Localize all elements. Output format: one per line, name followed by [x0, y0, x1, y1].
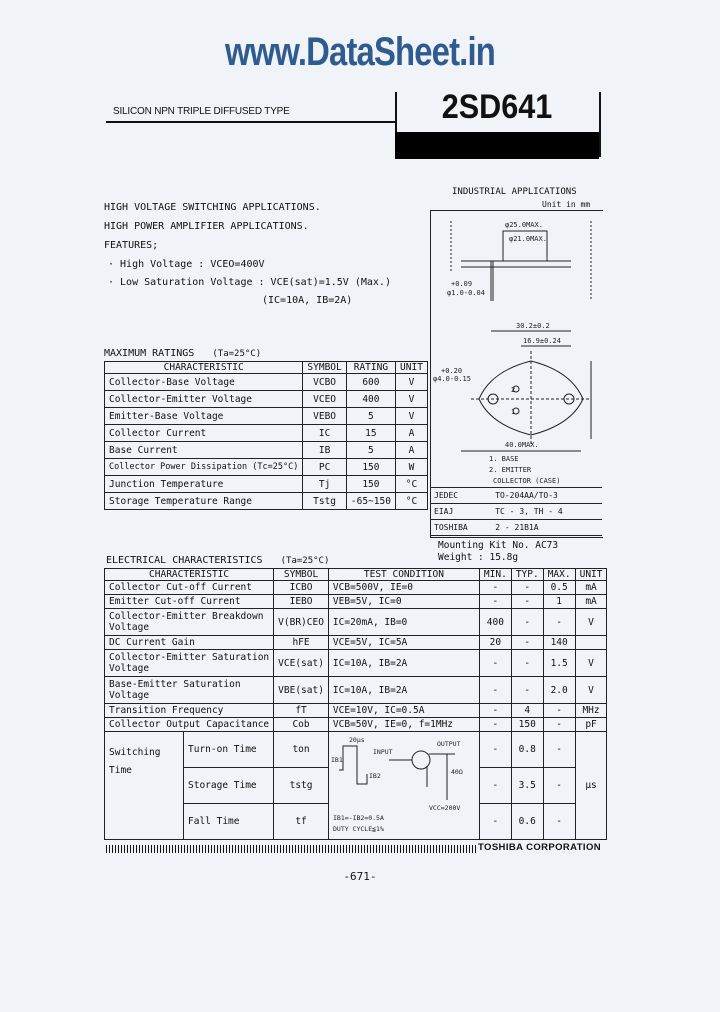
svg-text:COLLECTOR (CASE): COLLECTOR (CASE) — [493, 477, 561, 485]
header-rule — [106, 121, 396, 123]
svg-text:OUTPUT: OUTPUT — [436, 740, 461, 748]
svg-text:2. EMITTER: 2. EMITTER — [489, 466, 532, 474]
table-row: Transition Frequency fT VCE=10V, IC=0.5A - 4 - MHz — [105, 704, 607, 718]
table-row: DC Current Gain hFE VCE=5V, IC=5A 20 - 140 — [105, 636, 607, 650]
package-standards-table — [430, 487, 602, 536]
svg-text:+0.20: +0.20 — [441, 367, 463, 375]
svg-text:20μs: 20μs — [348, 736, 365, 744]
svg-text:2: 2 — [511, 386, 516, 394]
page-number: -671- — [343, 870, 377, 883]
elec-chars-title: ELECTRICAL CHARACTERISTICS (Ta=25°C) — [106, 555, 330, 566]
mounting-kit: Mounting Kit No. AC73 — [438, 540, 559, 551]
svg-text:1. BASE: 1. BASE — [489, 455, 519, 463]
table-row: Collector-Emitter Voltage VCEO 400 V — [105, 391, 428, 408]
svg-text:INPUT: INPUT — [372, 748, 393, 756]
svg-text:16.9±0.24: 16.9±0.24 — [523, 337, 561, 345]
footer-barcode-rule — [106, 845, 476, 853]
application-1: HIGH VOLTAGE SWITCHING APPLICATIONS. — [104, 202, 321, 213]
svg-text:DUTY CYCLE≦1%: DUTY CYCLE≦1% — [332, 825, 384, 833]
table-row: Base Current IB 5 A — [105, 442, 428, 459]
table-header: CHARACTERISTIC SYMBOL RATING UNIT — [105, 362, 428, 374]
table-header: CHARACTERISTIC SYMBOL TEST CONDITION MIN. TYP. MAX. UNIT — [105, 569, 607, 581]
table-row: Emitter Cut-off Current IEBO VEB=5V, IC=0 - - 1 mA — [105, 595, 607, 609]
table-row: Collector Current IC 15 A — [105, 425, 428, 442]
feature-condition: (IC=10A, IB=2A) — [262, 295, 353, 306]
feature-high-voltage: · High Voltage : VCEO=400V — [108, 259, 265, 270]
part-number-bar — [395, 132, 599, 159]
part-number: 2SD641 — [441, 88, 553, 126]
weight: Weight : 15.8g — [438, 552, 519, 563]
table-row: Storage Temperature Range Tstg -65~150 °C — [105, 493, 428, 510]
standard-row: JEDEC TO-204AA/TO-3 — [430, 488, 602, 504]
table-row: Emitter-Base Voltage VEBO 5 V — [105, 408, 428, 425]
package-unit: Unit in mm — [542, 200, 591, 209]
svg-text:VCC=200V: VCC=200V — [428, 804, 461, 812]
dim-25max: φ25.0MAX. — [505, 221, 543, 229]
svg-text:IB2: IB2 — [368, 772, 381, 780]
device-type: SILICON NPN TRIPLE DIFFUSED TYPE — [113, 106, 290, 117]
watermark: www.DataSheet.in — [224, 30, 495, 74]
application-2: HIGH POWER AMPLIFIER APPLICATIONS. — [104, 221, 309, 232]
switching-row-turn-on: Switching Time Turn-on Time ton 20μs IB1 IB2 INPUT OUTPUT 40Ω VCC=200V IB1=-IB2=0.5A DUTY CYCLE≦1% - 0.8 - μs — [105, 732, 607, 768]
table-row: Junction Temperature Tj 150 °C — [105, 476, 428, 493]
svg-text:1: 1 — [511, 408, 516, 416]
table-row: Collector Output Capacitance Cob VCB=50V, IE=0, f=1MHz - 150 - pF — [105, 718, 607, 732]
footer-corporation: TOSHIBA CORPORATION — [478, 842, 602, 853]
svg-text:IB1: IB1 — [330, 756, 343, 764]
svg-text:φ1.0-0.04: φ1.0-0.04 — [447, 289, 485, 297]
table-row: Collector-Emitter Saturation Voltage VCE(sat) IC=10A, IB=2A - - 1.5 V — [105, 650, 607, 677]
switching-row-storage: Storage Time tstg - 3.5 - — [105, 768, 607, 804]
standard-row: EIAJ TC - 3, TH - 4 — [430, 504, 602, 520]
max-ratings-title: MAXIMUM RATINGS (Ta=25°C) — [104, 348, 262, 359]
table-row: Collector Cut-off Current ICBO VCB=500V, IE=0 - - 0.5 mA — [105, 581, 607, 595]
switching-circuit-diagram — [329, 732, 479, 836]
switching-test-circuit — [328, 732, 479, 840]
package-title: INDUSTRIAL APPLICATIONS — [452, 187, 577, 197]
svg-text:30.2±0.2: 30.2±0.2 — [516, 322, 550, 330]
switching-row-fall: Fall Time tf - 0.6 - — [105, 804, 607, 840]
table-row: Collector-Emitter Breakdown Voltage V(BR)CEO IC=20mA, IB=0 400 - - V — [105, 609, 607, 636]
dim-21max: φ21.0MAX. — [509, 235, 547, 243]
table-row: Base-Emitter Saturation Voltage VBE(sat) IC=10A, IB=2A - - 2.0 V — [105, 677, 607, 704]
svg-text:φ4.0-0.15: φ4.0-0.15 — [433, 375, 471, 383]
svg-text:IB1=-IB2=0.5A: IB1=-IB2=0.5A — [332, 814, 384, 822]
elec-chars-table — [104, 568, 607, 840]
features-title: FEATURES; — [104, 240, 159, 251]
feature-low-saturation: · Low Saturation Voltage : VCE(sat)=1.5V (Max.) — [108, 277, 391, 288]
svg-text:40Ω: 40Ω — [450, 768, 463, 776]
max-ratings-table — [104, 361, 428, 510]
table-row: Collector Power Dissipation (Tc=25°C) PC 150 W — [105, 459, 428, 476]
standard-row: TOSHIBA 2 - 21B1A — [430, 520, 602, 536]
svg-text:40.0MAX.: 40.0MAX. — [505, 441, 539, 449]
svg-text:+0.09: +0.09 — [451, 280, 473, 288]
table-row: Collector-Base Voltage VCBO 600 V — [105, 374, 428, 391]
